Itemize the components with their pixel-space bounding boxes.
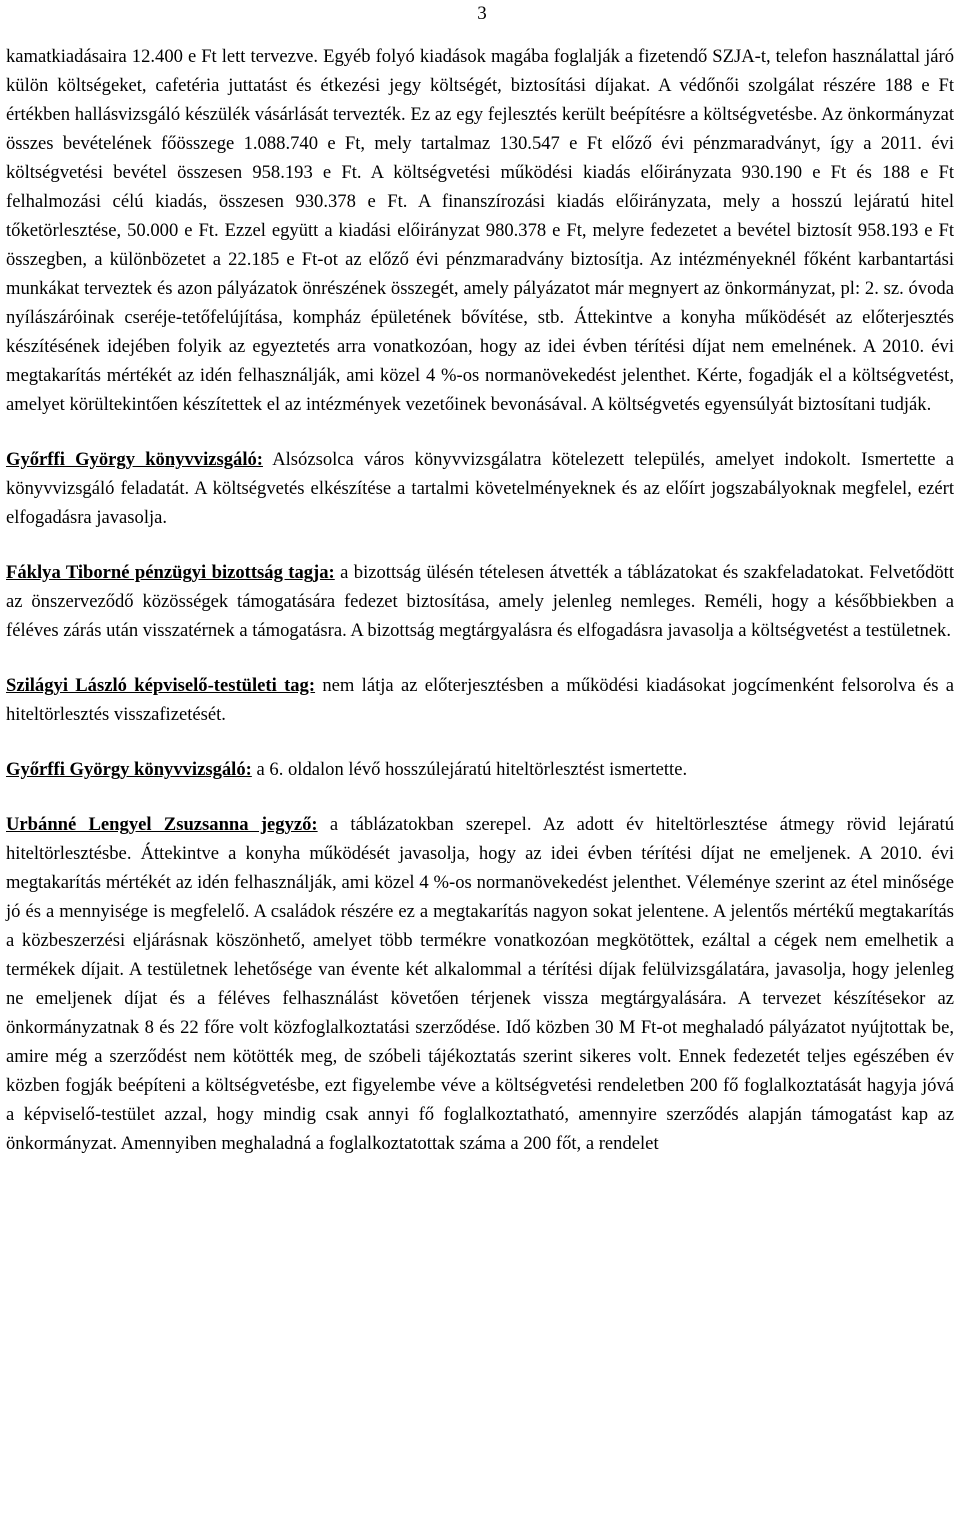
- paragraph-text: a 6. oldalon lévő hosszúlejáratú hiteltörlesztést ismertette.: [251, 759, 688, 780]
- paragraph-finance-committee: [6, 558, 954, 645]
- page-number: 3: [477, 3, 487, 24]
- speaker-name: Fáklya Tiborné pénzügyi bizottság tagja:: [6, 562, 335, 583]
- paragraph-text: a bizottság ülésén tételesen átvették a táblázatokat és szakfeladatokat. Felvetődött az önszerveződő közösségek támogatására fedezet biztosítása, amely jelenleg nemleges. Reméli, hogy a későbbiekben a féléves zárás után visszatérnek a támogatásra. A bizottság megtárgyalásra és elfogadásra javasolja a költségvetést a testületnek.: [6, 562, 955, 641]
- paragraph-auditor-statement: [6, 445, 954, 532]
- paragraph-representative-question: [6, 671, 954, 729]
- paragraph-text: kamatkiadásaira 12.400 e Ft lett tervezve. Egyéb folyó kiadások magába foglalják a fizetendő SZJA-t, telefon használattal járó külön költségeket, cafetéria juttatást és étkezési jegy költségét, biztosítási díjakat. A védőnői szolgálat részére 188 e Ft értékben hallásvizsgáló készülék vásárlását tervezték. Ez az egy fejlesztés került beépítésre a költségvetésbe. Az önkormányzat összes bevételének főösszege 1.088.740 e Ft, mely tartalmaz 130.547 e Ft előző évi pénzmaradványt, így a 2011. évi költségvetési bevétel összesen 958.193 e Ft. A költségvetési működési kiadás előirányzata 930.190 e Ft és 188 e Ft felhalmozási célú kiadás, összesen 930.378 e Ft. A finanszírozási kiadás előirányzata, mely a hosszú lejáratú hitel tőketörlesztése, 50.000 e Ft. Ezzel együtt a kiadási előirányzat 980.378 e Ft, melyre fedezetet a bevétel biztosít 958.193 e Ft összegben, a különbözetet a 22.185 e Ft-ot az előző évi pénzmaradvány biztosítja. Az intézményeknél főként karbantartási munkákat terveztek és azon pályázatok önrészének összegét, amely pályázatot már megnyert az önkormányzat, pl: 2. sz. óvoda nyílászáróinak cseréje-tetőfelújítása, kompház épületének bővítése, stb. Áttekintve a konyha működését az előterjesztés készítésének idejében folyik az egyeztetés arra vonatkozóan, hogy az idei évben térítési díjat nem emelnének. A 2010. évi megtakarítás mértékét az idén felhasználják, ami közel 4 %-os normanövekedést jelenthet. Kérte, fogadják el a költségvetést, amelyet körültekintően készítettek el az intézmények vezetőinek bevonásával. A költségvetés egyensúlyát biztosítani tudják.: [6, 46, 954, 415]
- paragraph-text: nem látja az előterjesztésben a működési kiadásokat jogcímenként felsorolva és a hiteltörlesztés visszafizetését.: [6, 675, 954, 725]
- speaker-name: Urbánné Lengyel Zsuzsanna jegyző:: [6, 814, 318, 835]
- document-body: [6, 42, 954, 1158]
- paragraph-budget-summary: [6, 42, 954, 419]
- speaker-name: Győrffi György könyvvizsgáló:: [6, 759, 252, 780]
- speaker-name: Győrffi György könyvvizsgáló:: [6, 449, 263, 470]
- paragraph-notary-statement: [6, 810, 954, 1158]
- paragraph-text: Alsózsolca város könyvvizsgálatra kötelezett település, amelyet indokolt. Ismertette a könyvvizsgáló feladatát. A költségvetés elkészítése a tartalmi követelményeknek és az előírt jogszabályoknak megfelel, ezért elfogadásra javasolja.: [6, 449, 954, 528]
- paragraph-text: a táblázatokban szerepel. Az adott év hiteltörlesztése átmegy rövid lejáratú hiteltörlesztésbe. Áttekintve a konyha működését javasolja, hogy az idei évben térítési díjat ne emeljenek. A 2010. évi megtakarítás mértékét az idén felhasználják, ami közel 4 %-os normanövekedést jelenthet. Véleménye szerint az étel minősége jó és a mennyisége is megfelelő. A családok részére ez a megtakarítás nagyon sokat jelentene. A jelentős mértékű megtakarítás a közbeszerzési eljárásnak köszönhető, amelyet több termékre vonatkozóan megkötöttek, ezáltal a cégek nem emelhetik a termékek díjait. A testületnek lehetősége van évente két alkalommal a térítési díjak felülvizsgálatára, javasolja, hogy jelenleg ne emeljenek díjat és a féléves felhasználást követően térjenek vissza megtárgyalására. A tervezet készítésekor az önkormányzatnak 8 és 22 főre volt közfoglalkoztatási szerződése. Idő közben 30 M Ft-ot meghaladó pályázatot nyújtottak be, amire még a szerződést nem kötötték meg, de szóbeli tájékoztatás szerint sikeres volt. Ennek fedezetét teljes egészében év közben fogják beépíteni a költségvetésbe, ezt figyelembe véve a költségvetési rendeletben 200 fő foglalkoztatását hagyja jóvá a képviselő-testület azzal, hogy mindig csak annyi fő foglalkoztatható, amennyire szerződés alapján támogatást kap az önkormányzat. Amennyiben meghaladná a foglalkoztatottak száma a 200 főt, a rendelet: [6, 814, 955, 1154]
- speaker-name: Szilágyi László képviselő-testületi tag:: [6, 675, 316, 696]
- paragraph-auditor-reply: [6, 755, 954, 784]
